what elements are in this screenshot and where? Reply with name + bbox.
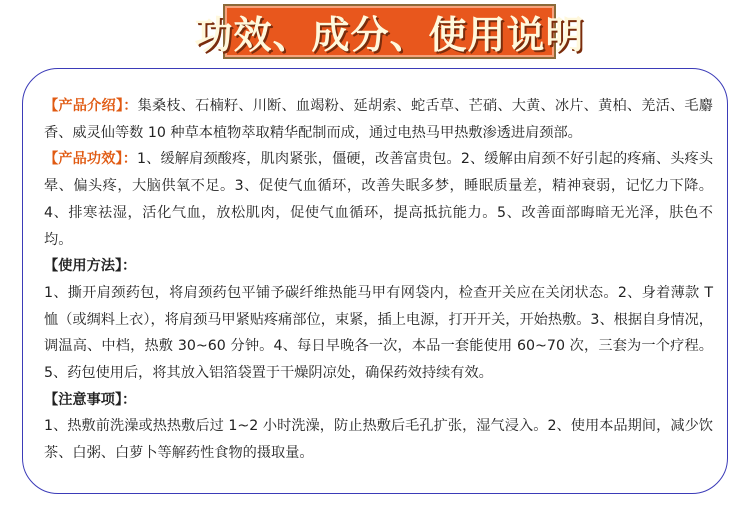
section-text-notes: 1、热敷前洗澡或热热敷后过 1~2 小时洗澡，防止热敷后毛孔扩张，湿气浸入。2、使用本品期间，减少饮茶、白粥、白萝卜等解药性食物的摄取量。 bbox=[44, 418, 713, 462]
section-text-effects: 1、缓解肩颈酸疼，肌肉紧张，僵硬，改善富贵包。2、缓解由肩颈不好引起的疼痛、头疼头晕、偏头疼，大脑供氧不足。3、促使气血循环，改善失眠多梦，睡眠质量差，精神衰弱，记忆力下降。4、排寒祛湿，活化气血，放松肌肉，促使气血循环，提高抵抗能力。5、改善面部晦暗无光泽，肤色不均。 bbox=[44, 151, 714, 248]
section-intro bbox=[44, 93, 713, 146]
section-notes-heading bbox=[44, 387, 713, 414]
title-banner bbox=[194, 4, 585, 59]
page-title: 功效、成分、使用说明 bbox=[194, 12, 585, 57]
section-effects bbox=[44, 146, 713, 253]
section-label-usage: 【使用方法】： bbox=[44, 258, 137, 275]
section-text-intro: 集桑枝、石楠籽、川断、血竭粉、延胡索、蛇舌草、芒硝、大黄、冰片、黄柏、羌活、毛麝香、威灵仙等数 10 种草本植物萃取精华配制而成，通过电热马甲热敷渗透进肩颈部。 bbox=[44, 98, 713, 141]
section-label-effects: 【产品功效】： bbox=[44, 151, 138, 168]
section-text-usage: 1、撕开肩颈药包，将肩颈药包平铺予碳纤维热能马甲有网袋内，检查开关应在关闭状态。2、身着薄款 T 恤（或绸料上衣），将肩颈马甲紧贴疼痛部位，束紧，插上电源，打开开关，开始热敷。3、根据自身情况，调温高、中档，热敷 30~60 分钟。4、每日早晚各一次，本品一套能使用 60~70 次，三套为一个疗程。5、药包使用后，将其放入铝箔袋置于干燥阴凉处，确保药效持续有效。 bbox=[44, 284, 713, 382]
content-panel bbox=[22, 68, 728, 494]
section-label-notes: 【注意事项】： bbox=[44, 391, 137, 408]
section-notes bbox=[44, 413, 713, 466]
section-label-intro: 【产品介绍】： bbox=[44, 98, 138, 114]
section-usage bbox=[44, 280, 713, 387]
section-usage-heading bbox=[44, 253, 713, 280]
